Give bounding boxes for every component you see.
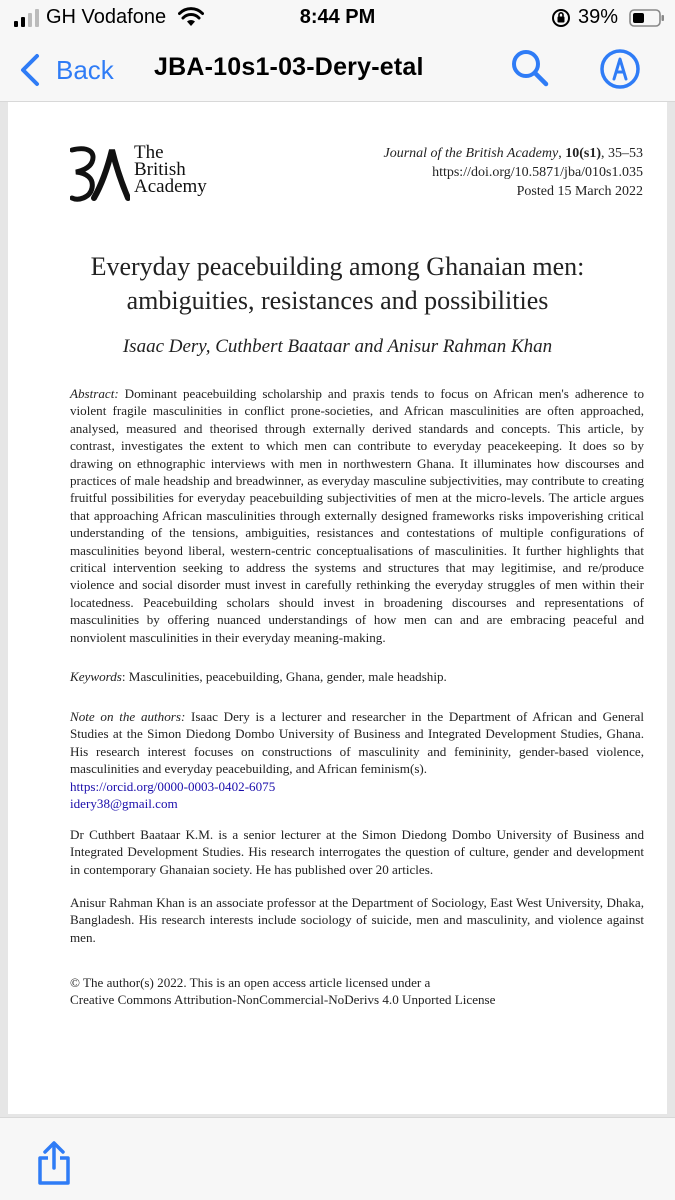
logo-wordmark	[134, 144, 207, 195]
keywords-text: : Masculinities, peacebuilding, Ghana, gender, male headship.	[121, 669, 447, 684]
note-label: Note on the authors:	[70, 709, 186, 724]
orcid-link[interactable]: https://orcid.org/0000-0003-0402-6075	[70, 778, 276, 794]
journal-doi[interactable]: https://doi.org/10.5871/jba/010s1.035	[432, 165, 643, 180]
posted-date: Posted 15 March 2022	[516, 184, 643, 199]
abstract	[70, 385, 644, 646]
british-academy-logo-mark	[70, 146, 130, 202]
document-title: JBA-10s1-03-Dery-etal	[154, 53, 424, 81]
back-label: Back	[56, 54, 114, 85]
license-line: © The author(s) 2022. This is an open access article licensed under a	[70, 975, 431, 990]
author-bio-khan: Anisur Rahman Khan is an associate professor at the Department of Sociology, East West University, Dhaka, Bangladesh. His research interests include sociology of suicide, men and masculinity, and violence against men.	[70, 895, 644, 945]
carrier-name: GH Vodafone	[46, 6, 167, 28]
license-notice	[70, 974, 644, 1009]
pdf-page	[8, 102, 667, 1114]
note-text: Isaac Dery is a lecturer and researcher in the Department of African and General Studies at the Simon Diedong Dombo University of Business and Integrated Development Studies, Ghana. His research interest focuses on constructions of masculinity and femininity, gender-based violence, masculinities and everyday peacebuilding, and African feminism(s).	[70, 709, 645, 777]
clock: 8:44 PM	[299, 6, 376, 28]
keywords	[70, 668, 644, 685]
logo-line: The	[134, 142, 164, 163]
british-academy-logo	[70, 144, 230, 204]
article-title-line: ambiguities, resistances and possibilities	[126, 286, 549, 315]
markup-icon[interactable]	[599, 48, 641, 90]
abstract-label: Abstract:	[70, 386, 119, 401]
status-bar	[0, 0, 675, 38]
journal-volume: 10(s1)	[565, 146, 601, 161]
author-note	[70, 708, 644, 812]
abstract-text: Dominant peacebuilding scholarship and praxis tends to focus on African men's adherence to violent fragile masculinities in conflict prone-societies, and African masculinities are often approached, analysed, measured and theorised through externally derived standards and concepts. This article, by contrast, investigates the extent to which men can contribute to everyday peacekeeping. It does so by drawing on ethnographic interviews with men in northwestern Ghana. It illuminates how discourses and practices of male headship and breadwinner, as everyday masculine subjectivities, may contribute to creating fruitful possibilities for everyday peacebuilding subjectivities of men at the micro-levels. The article argues that approaching African masculinities through externally designed frameworks risks impoverishing critical understanding of the tensions, ambiguities, resistances and contestations of multiple configurations of masculinities beyond liberal, western-centric conceptualisations of masculinities. It further highlights that critical intervention seeking to address the systems and structures that may legitimise, and re/produce violence and social disorder must invest in carefully rethinking the everyday struggles of men within their locatedness. Peacebuilding scholars should invest in broadening discourses and representations of masculinities by offering nuanced understandings of how men can and are embracing peaceful and nonviolent masculinities in their everyday meaning-making.	[70, 386, 644, 645]
battery-percent: 39%	[578, 6, 619, 28]
author-bio-baataar: Dr Cuthbert Baataar K.M. is a senior lecturer at the Simon Diedong Dombo University of Business and Integrated Development Studies. His research interrogates the question of culture, gender and development in contemporary Ghanaian society. He has published over 20 articles.	[70, 827, 644, 877]
nav-bar	[0, 38, 675, 102]
license-line: Creative Commons Attribution-NonCommercial-NoDerivs 4.0 Unported License	[70, 992, 496, 1008]
article-title	[8, 250, 667, 318]
document-viewer[interactable]	[0, 102, 675, 1117]
keywords-label: Keywords	[70, 669, 122, 684]
rotation-lock-icon	[551, 8, 571, 28]
chevron-left-icon	[18, 53, 42, 87]
article-authors: Isaac Dery, Cuthbert Baataar and Anisur Rahman Khan	[122, 336, 553, 357]
logo-line: Academy	[134, 176, 207, 197]
journal-name: Journal of the British Academy	[383, 146, 559, 161]
article-title-line: Everyday peacebuilding among Ghanaian men:	[90, 252, 585, 281]
email-link[interactable]: idery38@gmail.com	[70, 796, 178, 812]
search-icon[interactable]	[510, 48, 550, 88]
journal-citation: Journal of the British Academy, 10(s1), 35–53 https://doi.org/10.5871/jba/010s1.035 Posted 15 March 2022	[383, 146, 643, 199]
bottom-toolbar	[0, 1117, 675, 1200]
logo-line: British	[134, 159, 186, 180]
battery-icon	[629, 8, 665, 28]
back-button[interactable]	[18, 50, 114, 90]
share-icon[interactable]	[34, 1140, 74, 1186]
journal-pages: , 35–53	[601, 146, 643, 161]
